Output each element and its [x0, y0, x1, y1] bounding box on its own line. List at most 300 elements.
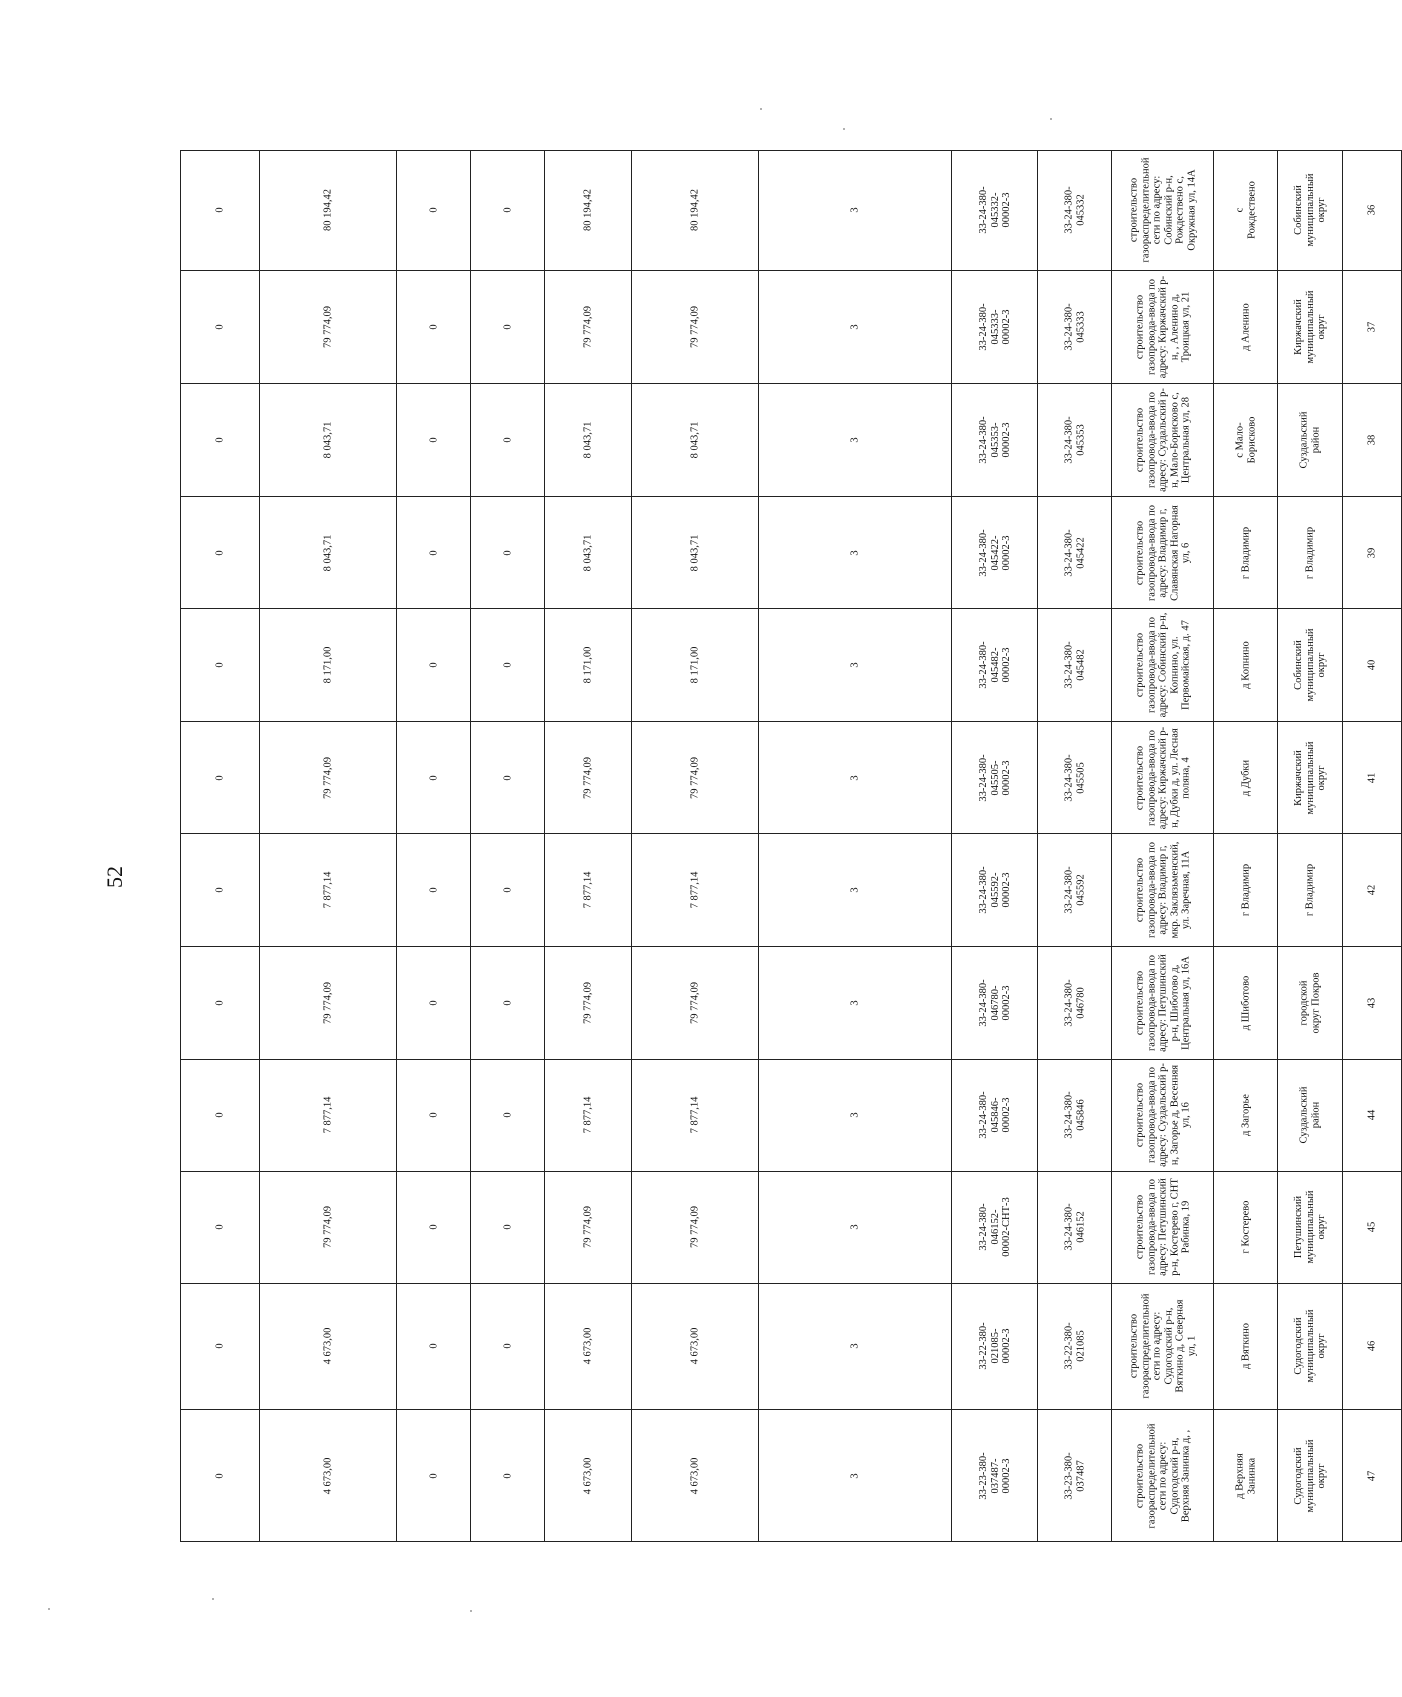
- cell-text: 0: [214, 662, 226, 668]
- cell-text: 8 171,00: [322, 646, 334, 684]
- cell-text: строительство газораспределительной сети по адресу: Судогодский р-н, Верхняя Занинка д, ,: [1133, 1423, 1191, 1529]
- cell-text: 0: [501, 1112, 513, 1118]
- cell-text: Собинский муниципальный округ: [1292, 628, 1327, 702]
- cell-text: 8 043,71: [689, 421, 701, 459]
- table-cell-municipality: [1278, 384, 1343, 497]
- cell-text: 33-24-380- 045482: [1063, 641, 1086, 689]
- cell-text: 42: [1366, 884, 1378, 896]
- cell-text: 33-24-380- 046152- 00002-СНТ-3: [977, 1197, 1012, 1258]
- cell-text: 8 043,71: [582, 421, 594, 459]
- cell-text: 33-24-380- 045332- 00002-3: [977, 186, 1012, 234]
- cell-text: 80 194,42: [322, 189, 334, 232]
- table-cell-v4: [397, 270, 471, 384]
- cell-text: 0: [214, 887, 226, 893]
- cell-text: строительство газопровода-ввода по адресу: Владимир г, Славянская Нагорная ул, 6: [1133, 504, 1191, 601]
- table-cell-v1: [632, 1283, 759, 1410]
- scan-speck: [760, 108, 762, 110]
- cell-text: 79 774,09: [322, 981, 334, 1024]
- cell-text: д Аленино: [1239, 303, 1251, 351]
- table-cell-v5: [260, 834, 397, 947]
- cell-text: 4 673,00: [322, 1328, 334, 1365]
- cell-text: 33-24-380- 045505- 00002-3: [977, 754, 1012, 802]
- table-cell-v6: [181, 946, 260, 1059]
- table-cell-uin: [1038, 609, 1112, 722]
- cell-text: 79 774,09: [582, 1206, 594, 1249]
- cell-text: 3: [849, 1000, 861, 1006]
- table-cell-v6: [181, 609, 260, 722]
- cell-text: Петушинский муниципальный округ: [1292, 1190, 1327, 1264]
- table-cell-v6: [181, 270, 260, 384]
- table-cell-v1: [632, 1059, 759, 1172]
- table-cell-v3: [471, 496, 545, 609]
- table-cell-v2: [545, 384, 632, 497]
- cell-text: 80 194,42: [582, 189, 594, 232]
- table-cell-reg-no: [952, 1172, 1038, 1284]
- table-row: [181, 384, 1402, 497]
- table-cell-n: [1343, 721, 1402, 834]
- table-cell-municipality: [1278, 1410, 1343, 1542]
- table-cell-v6: [181, 1283, 260, 1410]
- cell-text: строительство газопровода-ввода по адресу: Киржачский р- н, Дубки д, ул. Лесная поляна, 4: [1133, 726, 1191, 829]
- table-cell-v3: [471, 946, 545, 1059]
- scan-speck: [1050, 118, 1052, 120]
- table-cell-code: [759, 1283, 952, 1410]
- cell-text: 36: [1366, 205, 1378, 216]
- cell-text: 79 774,09: [322, 305, 334, 348]
- cell-text: 3: [849, 207, 861, 213]
- table-cell-uin: [1038, 1172, 1112, 1284]
- cell-text: 0: [214, 1224, 226, 1230]
- table-cell-v5: [260, 609, 397, 722]
- cell-text: строительство газораспределительной сети по адресу: Судогодский р-н, Вяткино д, Северная ул, 1: [1128, 1294, 1197, 1399]
- table-cell-v4: [397, 609, 471, 722]
- cell-text: 38: [1366, 434, 1378, 446]
- cell-text: строительство газопровода-ввода по адресу: Суздальский р- н, Загорье д, Весенняя ул, 16: [1133, 1063, 1191, 1168]
- cell-text: 40: [1366, 659, 1378, 671]
- cell-text: 3: [849, 775, 861, 781]
- cell-text: 47: [1366, 1470, 1378, 1481]
- cell-text: 4 673,00: [582, 1457, 594, 1494]
- table-cell-code: [759, 1410, 952, 1542]
- table-cell-reg-no: [952, 151, 1038, 271]
- table-row: [181, 834, 1402, 947]
- cell-text: 33-24-380- 045422- 00002-3: [977, 528, 1012, 577]
- table-cell-municipality: [1278, 1172, 1343, 1284]
- cell-text: 0: [501, 1000, 513, 1006]
- table-cell-municipality: [1278, 496, 1343, 609]
- cell-text: 0: [214, 324, 226, 330]
- cell-text: строительство газораспределительной сети по адресу: Собинский р-н, Рождествено с, Окружная ул, 14А: [1128, 157, 1197, 263]
- cell-text: 79 774,09: [689, 981, 701, 1024]
- cell-text: д Дубки: [1239, 759, 1251, 796]
- table-cell-v5: [260, 496, 397, 609]
- cell-text: 7 877,14: [322, 1096, 334, 1134]
- table-cell-code: [759, 721, 952, 834]
- table-cell-v4: [397, 1283, 471, 1410]
- table-cell-v3: [471, 270, 545, 384]
- cell-text: 3: [849, 324, 861, 330]
- table-cell-code: [759, 496, 952, 609]
- cell-text: 0: [214, 1343, 226, 1350]
- table-cell-description: [1112, 609, 1214, 722]
- cell-text: 33-24-380- 045592: [1063, 866, 1086, 914]
- table-cell-settlement: [1214, 609, 1278, 722]
- cell-text: 33-24-380- 045353: [1063, 416, 1086, 464]
- table-cell-code: [759, 1172, 952, 1284]
- table-cell-v1: [632, 946, 759, 1059]
- table-cell-description: [1112, 151, 1214, 271]
- cell-text: 3: [849, 662, 861, 668]
- cell-text: 4 673,00: [689, 1328, 701, 1365]
- cell-text: 0: [501, 549, 513, 556]
- table-cell-v3: [471, 834, 545, 947]
- table-cell-description: [1112, 834, 1214, 947]
- table-cell-v1: [632, 834, 759, 947]
- table-cell-uin: [1038, 384, 1112, 497]
- table-row: [181, 1410, 1402, 1542]
- table-cell-v2: [545, 151, 632, 271]
- cell-text: 0: [501, 1473, 513, 1479]
- page-number: 52: [102, 866, 127, 888]
- table-cell-code: [759, 834, 952, 947]
- table-cell-v2: [545, 270, 632, 384]
- cell-text: строительство газопровода-ввода по адресу: Владимир г, мкр. Заклязьменский, ул. Заречная, 11А: [1133, 841, 1191, 939]
- cell-text: 44: [1366, 1110, 1378, 1121]
- table-cell-n: [1343, 946, 1402, 1059]
- table-cell-reg-no: [952, 384, 1038, 497]
- cell-text: Судогодский муниципальный округ: [1292, 1309, 1327, 1383]
- cell-text: городской округ Покров: [1298, 972, 1321, 1034]
- table-cell-v4: [397, 384, 471, 497]
- table-cell-n: [1343, 270, 1402, 384]
- table-cell-municipality: [1278, 721, 1343, 834]
- cell-text: 8 043,71: [322, 421, 334, 459]
- table-cell-v6: [181, 1410, 260, 1542]
- cell-text: 3: [849, 1343, 861, 1350]
- table-cell-description: [1112, 270, 1214, 384]
- table-cell-description: [1112, 384, 1214, 497]
- table-cell-v5: [260, 1172, 397, 1284]
- cell-text: 0: [501, 437, 513, 443]
- cell-text: д Загорье: [1239, 1094, 1251, 1137]
- table-row: [181, 1172, 1402, 1284]
- cell-text: строительство газопровода-ввода по адресу: Суздальский р- н, Мало-Борисково с, Центральная ул, 28: [1133, 388, 1191, 492]
- cell-text: 33-23-380- 037487- 00002-3: [977, 1452, 1012, 1500]
- table-cell-v6: [181, 721, 260, 834]
- table-cell-reg-no: [952, 1410, 1038, 1542]
- table-cell-v4: [397, 496, 471, 609]
- table-cell-uin: [1038, 946, 1112, 1059]
- table-row: [181, 946, 1402, 1059]
- cell-text: 0: [214, 1112, 226, 1118]
- table-cell-reg-no: [952, 1059, 1038, 1172]
- scan-speck: [843, 128, 845, 130]
- table-cell-code: [759, 384, 952, 497]
- table-cell-v2: [545, 496, 632, 609]
- table-cell-code: [759, 609, 952, 722]
- cell-text: 0: [501, 1224, 513, 1230]
- cell-text: 79 774,09: [689, 305, 701, 348]
- cell-text: 0: [501, 775, 513, 781]
- cell-text: 8 171,00: [689, 646, 701, 684]
- cell-text: 0: [427, 1224, 439, 1230]
- cell-text: 33-24-380- 045592- 00002-3: [977, 866, 1012, 914]
- cell-text: 79 774,09: [582, 305, 594, 348]
- table-cell-uin: [1038, 496, 1112, 609]
- table-cell-description: [1112, 1059, 1214, 1172]
- table-cell-uin: [1038, 721, 1112, 834]
- table-cell-settlement: [1214, 1172, 1278, 1284]
- table-cell-municipality: [1278, 946, 1343, 1059]
- table-cell-v3: [471, 1172, 545, 1284]
- cell-text: г Владимир: [1304, 864, 1316, 917]
- cell-text: 4 673,00: [322, 1457, 334, 1494]
- cell-text: 33-22-380- 021085: [1063, 1322, 1086, 1371]
- table-cell-v4: [397, 1410, 471, 1542]
- table-cell-v3: [471, 384, 545, 497]
- cell-text: д Шиботово: [1239, 975, 1251, 1030]
- table-cell-v1: [632, 721, 759, 834]
- cell-text: 33-24-380- 045333- 00002-3: [977, 303, 1012, 351]
- cell-text: строительство газопровода-ввода по адресу: Киржачский р- н, , Аленино д, Троицкая ул, 21: [1133, 275, 1191, 379]
- cell-text: 37: [1366, 321, 1378, 333]
- cell-text: 3: [849, 1473, 861, 1479]
- cell-text: 33-23-380- 037487: [1063, 1452, 1086, 1500]
- cell-text: 3: [849, 1112, 861, 1118]
- table-cell-v4: [397, 721, 471, 834]
- cell-text: 8 043,71: [582, 534, 594, 571]
- table-cell-settlement: [1214, 384, 1278, 497]
- cell-text: 0: [427, 887, 439, 893]
- table-cell-description: [1112, 1410, 1214, 1542]
- cell-text: 79 774,09: [582, 981, 594, 1024]
- cell-text: 43: [1366, 997, 1378, 1008]
- cell-text: 4 673,00: [582, 1328, 594, 1365]
- cell-text: 0: [214, 1473, 226, 1479]
- table-cell-v2: [545, 1059, 632, 1172]
- table-cell-v1: [632, 609, 759, 722]
- table-cell-v4: [397, 834, 471, 947]
- table-cell-n: [1343, 1283, 1402, 1410]
- table-cell-municipality: [1278, 609, 1343, 722]
- cell-text: 33-24-380- 046780: [1063, 979, 1086, 1027]
- table-cell-description: [1112, 1172, 1214, 1284]
- table-cell-v3: [471, 151, 545, 271]
- table-cell-n: [1343, 384, 1402, 497]
- table-cell-v3: [471, 1059, 545, 1172]
- cell-text: 79 774,09: [322, 756, 334, 799]
- table-cell-settlement: [1214, 270, 1278, 384]
- cell-text: с Рождествено: [1234, 181, 1257, 240]
- table-cell-v2: [545, 1283, 632, 1410]
- table-cell-v2: [545, 609, 632, 722]
- cell-text: 33-24-380- 045482- 00002-3: [977, 641, 1012, 689]
- table-row: [181, 609, 1402, 722]
- cell-text: 0: [501, 887, 513, 893]
- table-cell-settlement: [1214, 151, 1278, 271]
- table-cell-v5: [260, 384, 397, 497]
- table-cell-code: [759, 1059, 952, 1172]
- cell-text: 7 877,14: [689, 1096, 701, 1134]
- table-cell-code: [759, 946, 952, 1059]
- cell-text: 8 043,71: [322, 534, 334, 571]
- cell-text: 0: [214, 549, 226, 556]
- cell-text: 45: [1366, 1222, 1378, 1233]
- cell-text: 79 774,09: [689, 1206, 701, 1249]
- cell-text: 33-22-380- 021085- 00002-3: [977, 1322, 1012, 1371]
- table-cell-description: [1112, 721, 1214, 834]
- table-cell-v4: [397, 946, 471, 1059]
- table-cell-municipality: [1278, 1059, 1343, 1172]
- table-cell-uin: [1038, 270, 1112, 384]
- cell-text: 33-24-380- 046780- 00002-3: [977, 979, 1012, 1027]
- table-cell-uin: [1038, 1410, 1112, 1542]
- cell-text: 0: [214, 437, 226, 443]
- cell-text: 7 877,14: [582, 871, 594, 909]
- cell-text: 3: [849, 549, 861, 556]
- cell-text: 46: [1366, 1341, 1378, 1352]
- table-cell-uin: [1038, 1059, 1112, 1172]
- cell-text: 0: [427, 662, 439, 668]
- cell-text: 0: [427, 775, 439, 781]
- table-cell-n: [1343, 151, 1402, 271]
- cell-text: 0: [427, 437, 439, 443]
- cell-text: 8 171,00: [582, 646, 594, 684]
- table-row: [181, 270, 1402, 384]
- cell-text: с Мало- Борисково: [1234, 416, 1257, 464]
- cell-text: 33-24-380- 045505: [1063, 754, 1086, 802]
- cell-text: 3: [849, 887, 861, 893]
- table-cell-v4: [397, 1059, 471, 1172]
- table-cell-v3: [471, 1410, 545, 1542]
- table-cell-v2: [545, 834, 632, 947]
- table-cell-reg-no: [952, 834, 1038, 947]
- cell-text: 33-24-380- 045353- 00002-3: [977, 416, 1012, 464]
- cell-text: 0: [214, 207, 226, 213]
- table-row: [181, 496, 1402, 609]
- table-cell-description: [1112, 946, 1214, 1059]
- cell-text: г Костерево: [1239, 1200, 1251, 1254]
- table-cell-settlement: [1214, 496, 1278, 609]
- cell-text: 7 877,14: [582, 1096, 594, 1134]
- table-cell-n: [1343, 1172, 1402, 1284]
- cell-text: 0: [214, 775, 226, 781]
- cell-text: 33-24-380- 046152: [1063, 1203, 1086, 1251]
- cell-text: Киржачский муниципальный округ: [1292, 290, 1327, 364]
- cell-text: д Вяткино: [1239, 1323, 1251, 1370]
- cell-text: 0: [427, 207, 439, 213]
- table-cell-reg-no: [952, 270, 1038, 384]
- table-cell-v1: [632, 270, 759, 384]
- cell-text: 7 877,14: [322, 871, 334, 909]
- budget-table: [180, 150, 1402, 1542]
- table-cell-v4: [397, 151, 471, 271]
- cell-text: 41: [1366, 772, 1378, 783]
- table-cell-v6: [181, 1059, 260, 1172]
- table-row: [181, 1283, 1402, 1410]
- table-cell-v2: [545, 946, 632, 1059]
- cell-text: д Верхняя Занинка: [1234, 1452, 1257, 1499]
- table-cell-v6: [181, 151, 260, 271]
- cell-text: 33-24-380- 045332: [1063, 186, 1086, 234]
- table-cell-settlement: [1214, 1283, 1278, 1410]
- cell-text: строительство газопровода-ввода по адресу: Петушинский р-н, Шиботово д, Центральная ул, 16А: [1133, 953, 1191, 1052]
- table-cell-v1: [632, 151, 759, 271]
- cell-text: 3: [849, 437, 861, 443]
- table-cell-settlement: [1214, 721, 1278, 834]
- cell-text: 4 673,00: [689, 1457, 701, 1494]
- cell-text: 80 194,42: [689, 189, 701, 232]
- table-cell-v5: [260, 1059, 397, 1172]
- table-cell-v3: [471, 609, 545, 722]
- table-cell-v6: [181, 1172, 260, 1284]
- cell-text: 0: [501, 324, 513, 330]
- table-cell-reg-no: [952, 1283, 1038, 1410]
- table-cell-v1: [632, 1410, 759, 1542]
- cell-text: Суздальский район: [1298, 411, 1321, 469]
- table-cell-v2: [545, 1172, 632, 1284]
- table-cell-v5: [260, 721, 397, 834]
- table-cell-reg-no: [952, 721, 1038, 834]
- cell-text: 33-24-380- 045333: [1063, 303, 1086, 351]
- cell-text: г Владимир: [1239, 864, 1251, 917]
- table-cell-uin: [1038, 151, 1112, 271]
- table-cell-reg-no: [952, 946, 1038, 1059]
- table-cell-n: [1343, 1059, 1402, 1172]
- table-cell-reg-no: [952, 496, 1038, 609]
- cell-text: Киржачский муниципальный округ: [1292, 741, 1327, 815]
- scan-speck: [48, 1608, 50, 1610]
- cell-text: 0: [427, 1473, 439, 1479]
- cell-text: г Владимир: [1304, 526, 1316, 579]
- cell-text: 0: [501, 207, 513, 213]
- cell-text: строительство газопровода-ввода по адресу: Собинский р-н, Копнино, ул. Первомайская, д. 47: [1133, 612, 1191, 718]
- table-cell-settlement: [1214, 1410, 1278, 1542]
- table-cell-n: [1343, 496, 1402, 609]
- cell-text: 33-24-380- 045422: [1063, 528, 1086, 577]
- table-cell-v2: [545, 1410, 632, 1542]
- cell-text: 79 774,09: [582, 756, 594, 799]
- table-cell-v6: [181, 834, 260, 947]
- table-cell-settlement: [1214, 834, 1278, 947]
- cell-text: г Владимир: [1239, 526, 1251, 579]
- cell-text: 0: [427, 549, 439, 556]
- cell-text: 0: [427, 1000, 439, 1006]
- cell-text: 0: [427, 1343, 439, 1350]
- table-cell-settlement: [1214, 946, 1278, 1059]
- cell-text: 0: [427, 324, 439, 330]
- table-row: [181, 151, 1402, 271]
- cell-text: Судогодский муниципальный округ: [1292, 1439, 1327, 1513]
- table-cell-v5: [260, 1283, 397, 1410]
- table-cell-v5: [260, 1410, 397, 1542]
- cell-text: 0: [427, 1112, 439, 1118]
- cell-text: 79 774,09: [689, 756, 701, 799]
- table-cell-uin: [1038, 1283, 1112, 1410]
- table-cell-description: [1112, 1283, 1214, 1410]
- table-cell-settlement: [1214, 1059, 1278, 1172]
- cell-text: 3: [849, 1224, 861, 1230]
- table-cell-municipality: [1278, 270, 1343, 384]
- table-cell-code: [759, 151, 952, 271]
- scan-speck: [212, 1598, 214, 1600]
- table-cell-municipality: [1278, 151, 1343, 271]
- table-cell-v4: [397, 1172, 471, 1284]
- table-cell-v5: [260, 151, 397, 271]
- table-cell-v5: [260, 270, 397, 384]
- cell-text: 33-24-380- 045846- 00002-3: [977, 1091, 1012, 1139]
- table-cell-v1: [632, 1172, 759, 1284]
